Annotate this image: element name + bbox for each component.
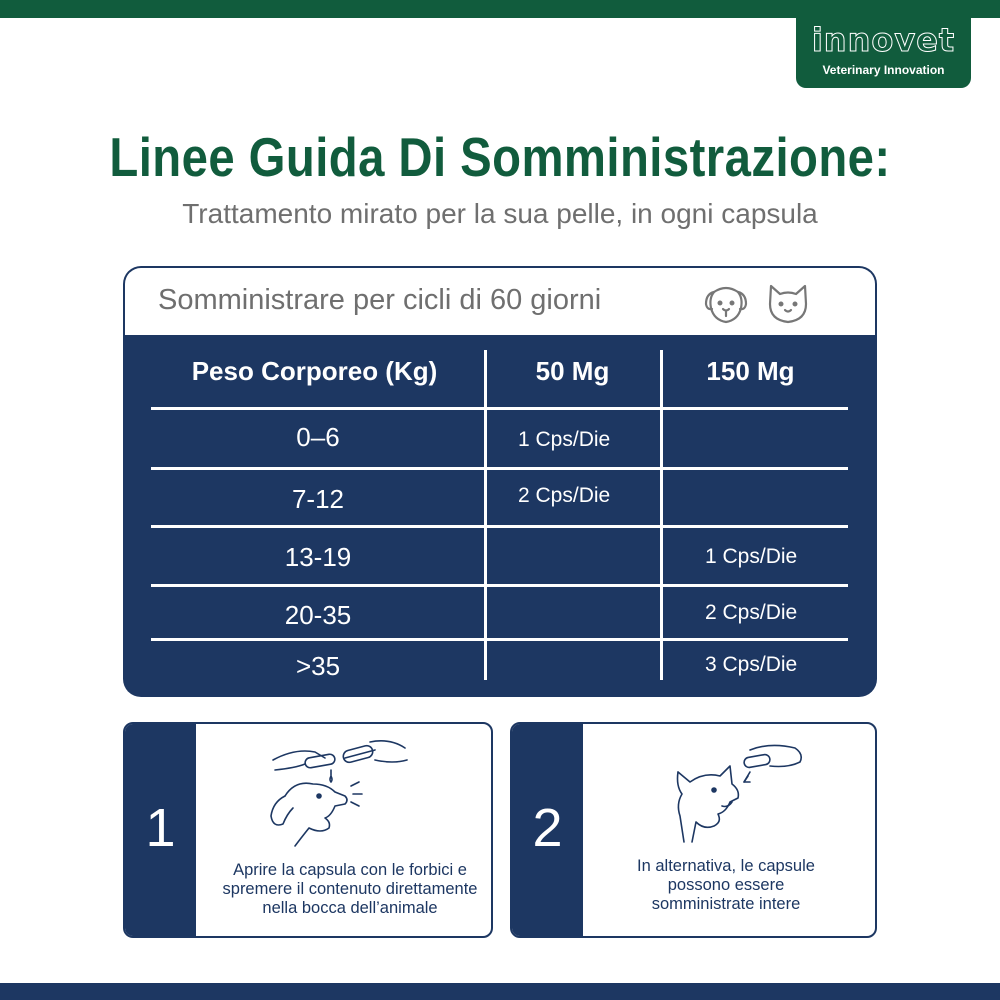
step-text-line: somministrate intere [651, 895, 801, 913]
page-title: Linee Guida Di Somministrazione: [109, 126, 891, 188]
step-card-1 [123, 722, 493, 938]
cat-face-icon [765, 282, 811, 326]
dose-50mg-cell: 2 Cps/Die [518, 484, 611, 507]
step-1-instructions [210, 861, 490, 918]
dose-150mg-cell: 2 Cps/Die [705, 601, 798, 624]
table-header-band [125, 268, 875, 335]
column-header-150mg: 150 Mg [706, 356, 795, 386]
column-header-weight: Peso Corporeo (Kg) [191, 356, 438, 386]
row-divider [151, 407, 848, 410]
weight-cell: >35 [295, 651, 341, 681]
step-text-line: Aprire la capsula con le forbici e [233, 861, 467, 879]
column-header-50mg: 50 Mg [535, 356, 610, 386]
brand-tagline: Veterinary Innovation [822, 63, 945, 77]
step-number-panel [512, 724, 583, 936]
step-text-line: In alternativa, le capsule [637, 857, 815, 875]
cat-capsule-whole-icon [670, 742, 810, 848]
weight-cell: 7-12 [291, 484, 345, 514]
table-heading: Somministrare per cicli di 60 giorni [158, 284, 602, 316]
step-number: 2 [532, 798, 563, 858]
step-card-2 [510, 722, 877, 938]
step-2-instructions [592, 857, 860, 914]
dog-face-icon [703, 282, 749, 326]
step-text-line: nella bocca dell’animale [262, 899, 438, 917]
step-text-line: spremere il contenuto direttamente [222, 880, 478, 898]
weight-cell: 0–6 [296, 422, 340, 452]
page-subtitle: Trattamento mirato per la sua pelle, in ogni capsula [182, 198, 818, 229]
dose-150mg-cell: 1 Cps/Die [705, 545, 798, 568]
bottom-navy-bar [0, 983, 1000, 1000]
row-divider [151, 525, 848, 528]
column-divider [660, 350, 663, 680]
row-divider [151, 638, 848, 641]
row-divider [151, 467, 848, 470]
step-number: 1 [145, 798, 176, 858]
weight-cell: 20-35 [284, 600, 352, 630]
row-divider [151, 584, 848, 587]
weight-cell: 13-19 [284, 542, 352, 572]
brand-name: innovet [811, 21, 956, 59]
dog-capsule-squeeze-icon [265, 738, 415, 850]
dose-150mg-cell: 3 Cps/Die [705, 653, 798, 676]
dose-50mg-cell: 1 Cps/Die [518, 428, 611, 451]
brand-logo [796, 0, 971, 88]
step-text-line: possono essere [667, 876, 785, 894]
dosage-table [123, 266, 877, 697]
step-number-panel [125, 724, 196, 936]
